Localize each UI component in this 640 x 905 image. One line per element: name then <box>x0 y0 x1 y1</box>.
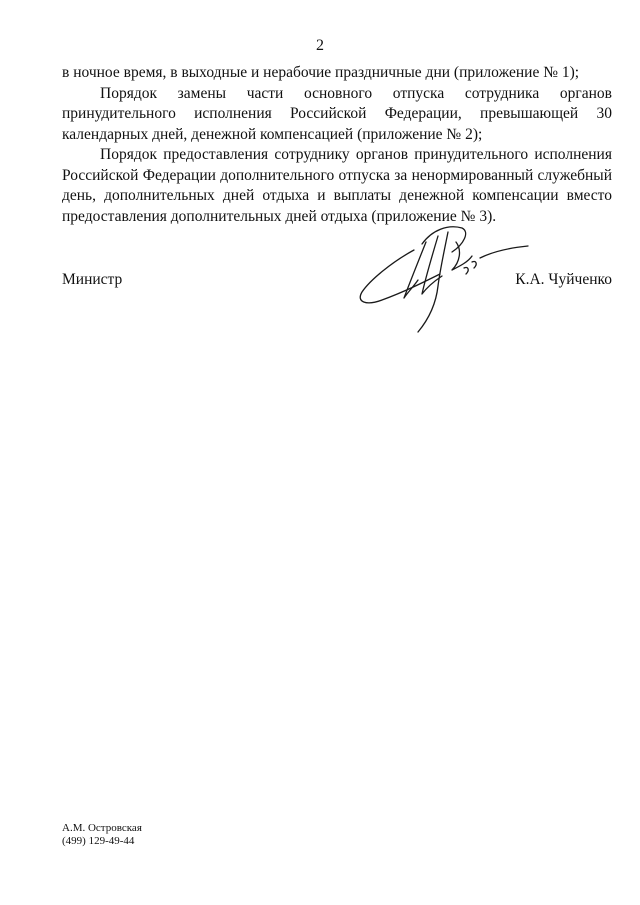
executor-phone: (499) 129-49-44 <box>62 835 135 847</box>
handwritten-signature <box>352 222 532 337</box>
executor-block <box>62 822 142 848</box>
paragraph-additional-leave: Порядок предоставления сотруднику органов принудительного исполнения Российской Федерации дополнительного отпуска за ненормированный служебный день, дополнительных дней отдыха и выплаты денежной компенсации вместо предоставления дополнительных дней отдыха (приложение № 3). <box>62 146 612 225</box>
signatory-title: Министр <box>62 271 123 288</box>
paragraph-continuation: в ночное время, в выходные и нерабочие праздничные дни (приложение № 1); <box>62 64 580 81</box>
executor-name: А.М. Островская <box>62 822 142 834</box>
page-number: 2 <box>316 37 324 54</box>
document-body <box>62 63 612 227</box>
paragraph-leave-compensation: Порядок замены части основного отпуска сотрудника органов принудительного исполнения Российской Федерации, превышающей 30 календарных дней, денежной компенсацией (приложение № 2); <box>62 84 612 143</box>
signatory-name: К.А. Чуйченко <box>515 271 612 288</box>
